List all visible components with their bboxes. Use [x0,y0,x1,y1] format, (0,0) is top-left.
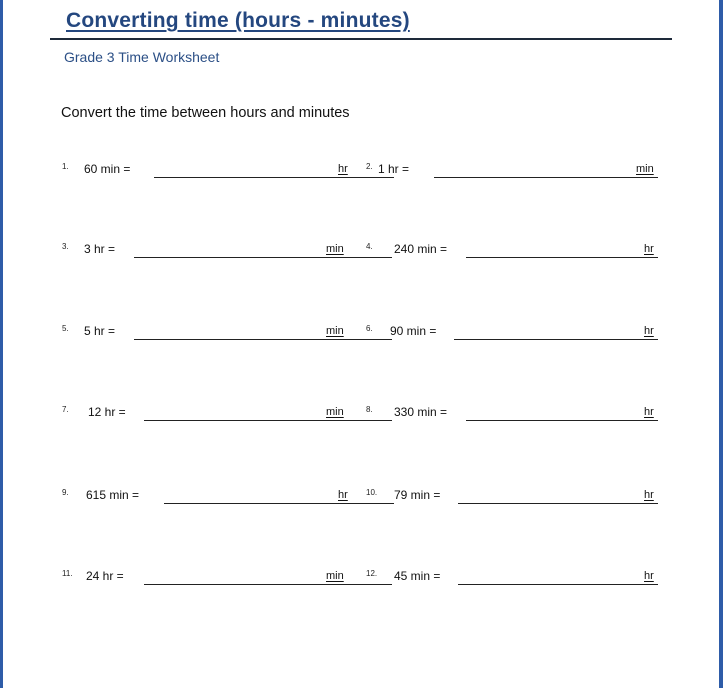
right-page-border [719,0,723,688]
answer-blank[interactable] [434,177,658,178]
answer-blank[interactable] [134,339,392,340]
problem-number: 7. [62,405,69,414]
problem-number: 5. [62,324,69,333]
problem-number: 3. [62,242,69,251]
answer-blank[interactable] [458,503,658,504]
problem-expression: 5 hr = [84,324,116,338]
problem-number: 2. [366,162,373,171]
problem-number: 8. [366,405,373,414]
answer-blank[interactable] [164,503,394,504]
answer-blank[interactable] [134,257,392,258]
answer-blank[interactable] [144,420,392,421]
problem-8 [366,403,660,425]
problem-number: 4. [366,242,373,251]
problem-number: 9. [62,488,69,497]
answer-unit: min [326,325,344,337]
answer-unit: min [636,163,654,175]
answer-unit: min [326,570,344,582]
title-rule [50,38,672,40]
answer-unit: min [326,406,344,418]
problem-expression: 240 min = [394,242,448,256]
left-page-border [0,0,3,688]
answer-blank[interactable] [154,177,394,178]
problem-number: 6. [366,324,373,333]
problem-1 [62,160,360,182]
problem-expression: 330 min = [394,405,448,419]
problem-expression: 79 min = [394,488,441,502]
answer-blank[interactable] [458,584,658,585]
problem-7 [62,403,360,425]
problem-expression: 615 min = [86,488,140,502]
problem-6 [366,322,660,344]
answer-unit: hr [338,489,348,501]
problem-expression: 90 min = [390,324,437,338]
problem-5 [62,322,360,344]
answer-blank[interactable] [144,584,392,585]
problem-number: 10. [366,488,378,497]
problem-9 [62,486,360,508]
answer-unit: hr [644,243,654,255]
problem-11 [62,567,360,589]
answer-unit: hr [644,489,654,501]
problem-4 [366,240,660,262]
problem-number: 11. [62,569,73,578]
answer-unit: hr [338,163,348,175]
instructions: Convert the time between hours and minutes [61,105,350,121]
answer-blank[interactable] [454,339,658,340]
problem-expression: 3 hr = [84,242,116,256]
answer-unit: hr [644,406,654,418]
problem-expression: 45 min = [394,569,441,583]
problem-number: 12. [366,569,378,578]
worksheet-title: Converting time (hours - minutes) [66,9,410,32]
problem-12 [366,567,660,589]
answer-unit: hr [644,325,654,337]
problem-expression: 24 hr = [86,569,124,583]
problem-expression: 12 hr = [88,405,126,419]
answer-blank[interactable] [466,257,658,258]
answer-unit: hr [644,570,654,582]
problem-3 [62,240,360,262]
problem-2 [366,160,660,182]
problem-expression: 1 hr = [378,162,410,176]
answer-unit: min [326,243,344,255]
answer-blank[interactable] [466,420,658,421]
problem-10 [366,486,660,508]
problem-number: 1. [62,162,69,171]
worksheet-subtitle: Grade 3 Time Worksheet [64,49,220,65]
problem-expression: 60 min = [84,162,131,176]
